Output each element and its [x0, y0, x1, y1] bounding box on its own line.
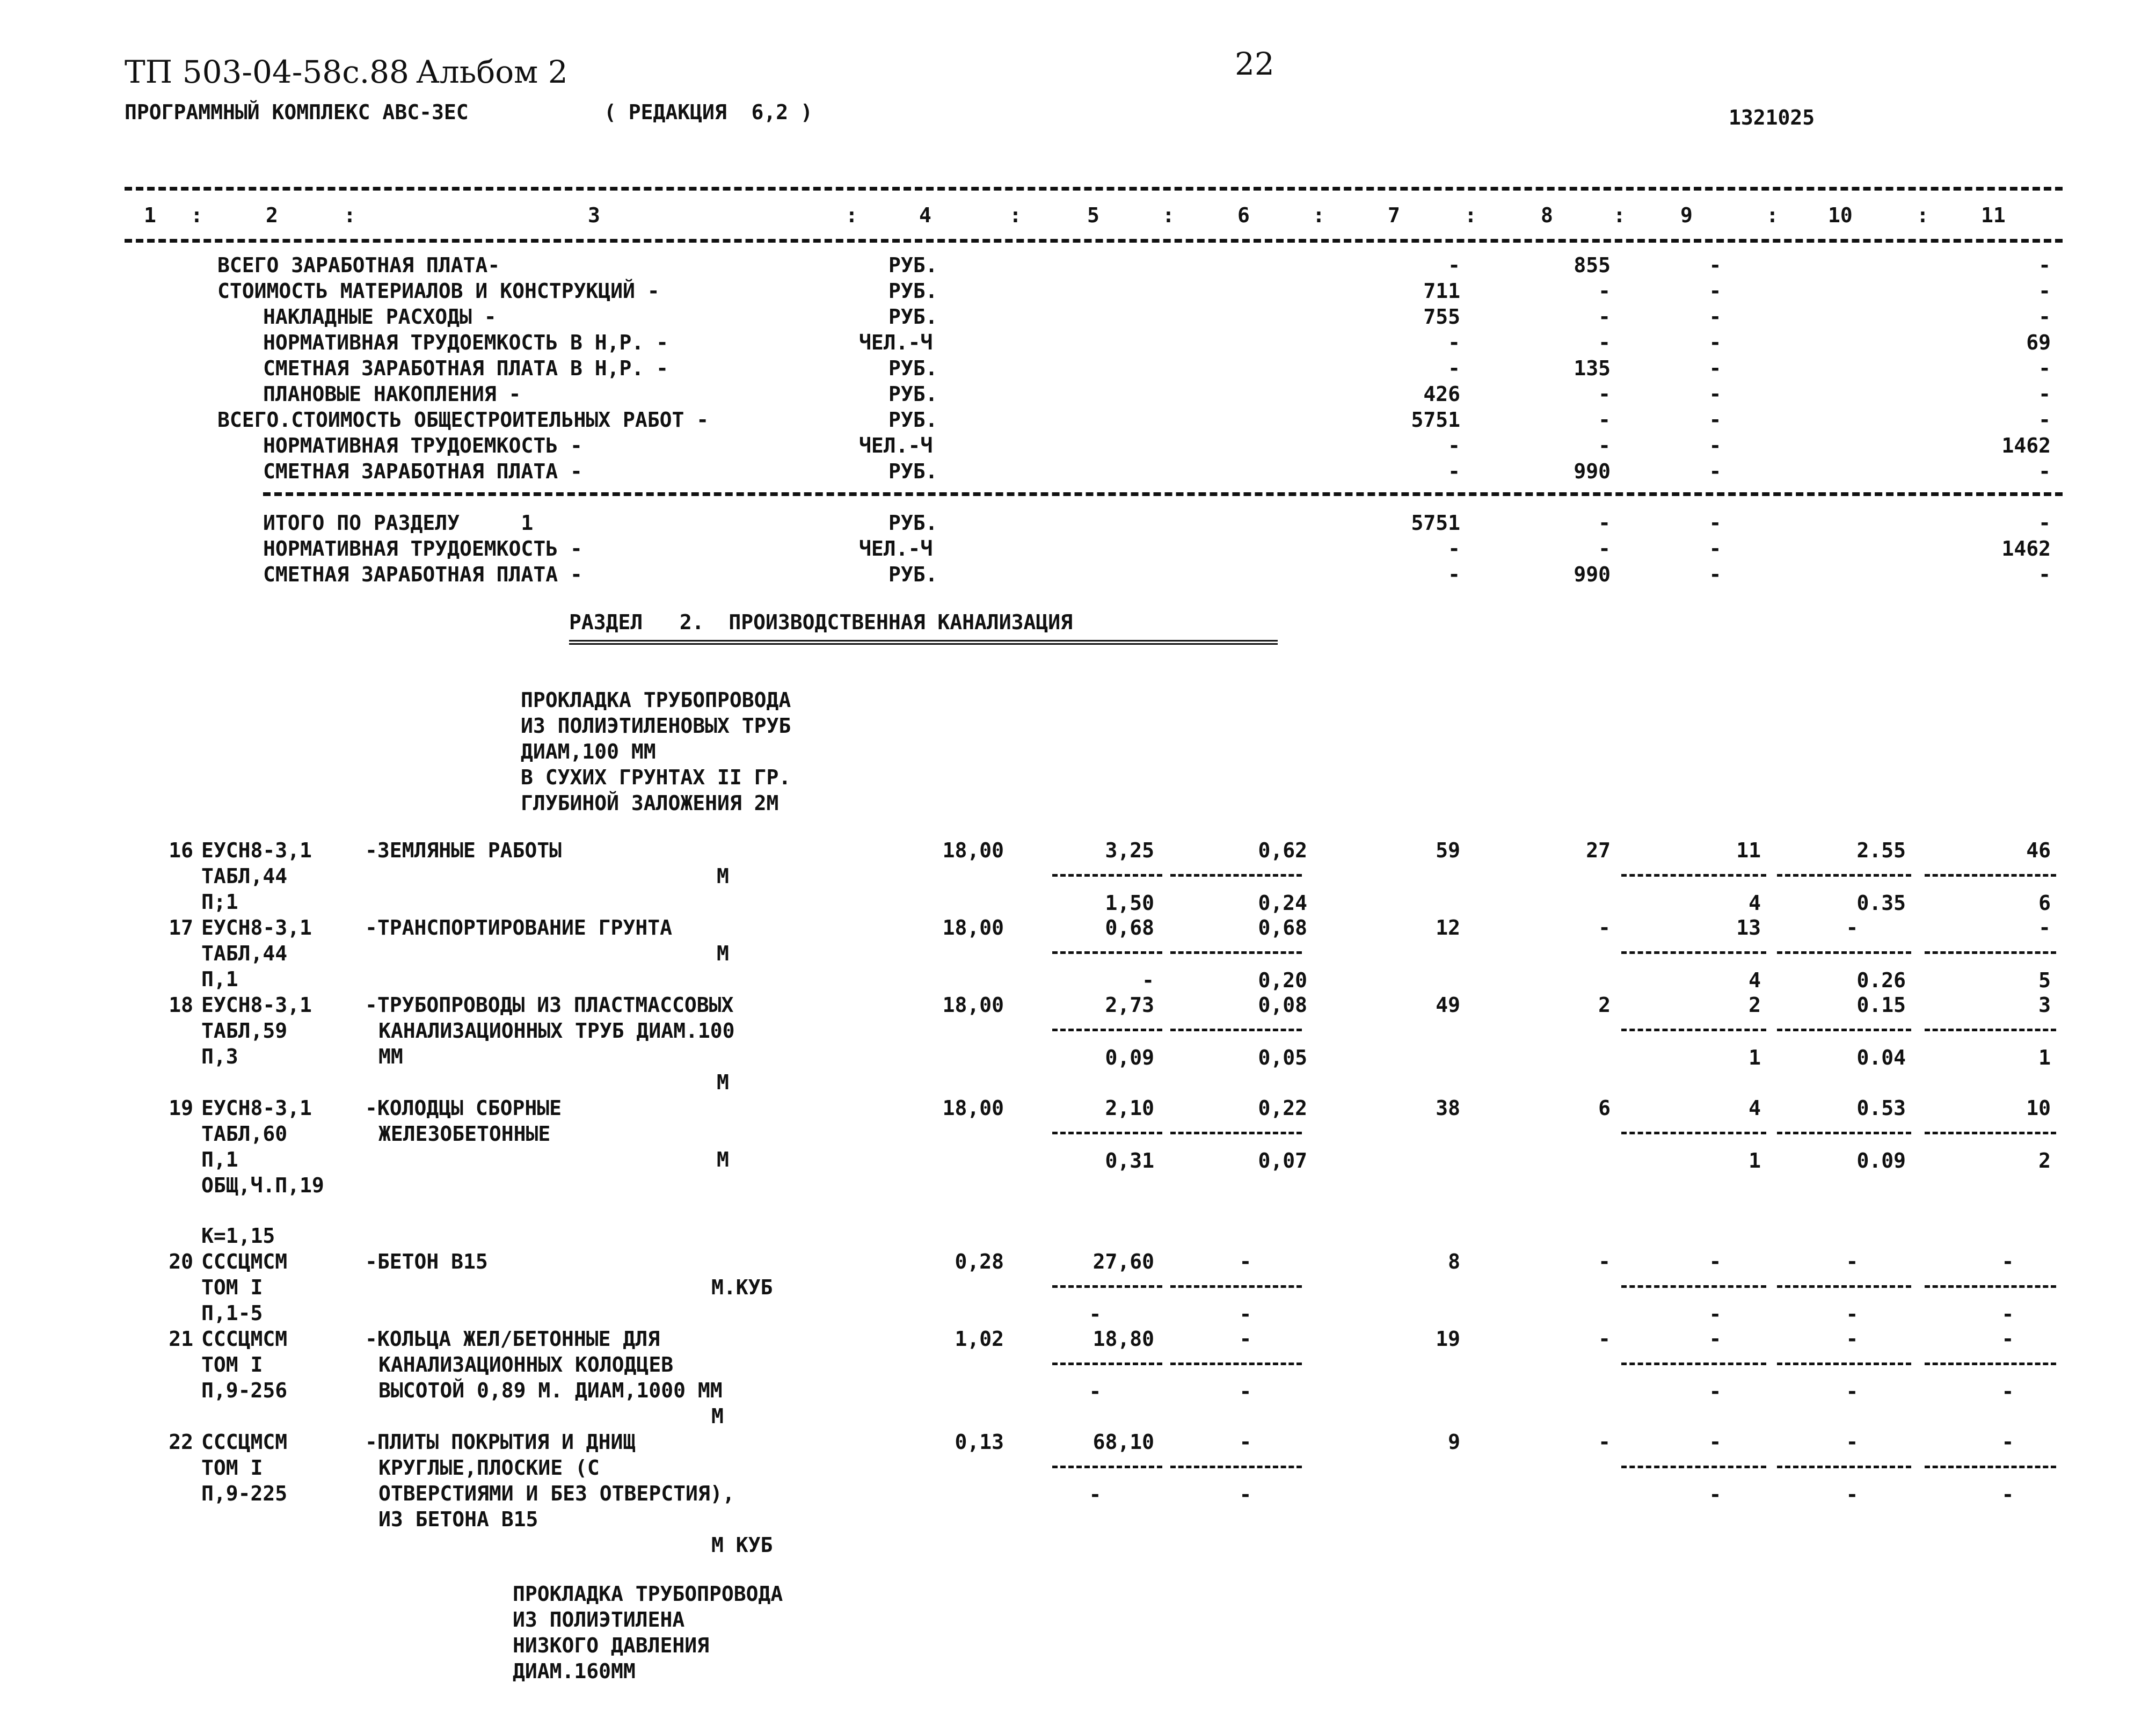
item-code: П,1-5 — [201, 1301, 263, 1325]
summary-label: ВСЕГО ЗАРАБОТНАЯ ПЛАТА- — [217, 253, 500, 277]
table-top-rule — [125, 187, 2063, 191]
col-separator: : — [1162, 203, 1175, 227]
summary-c8: - — [1598, 382, 1611, 406]
item-c10: - — [1846, 916, 1859, 939]
fraction-rule — [1777, 874, 1911, 877]
item-name: -БЕТОН В15 — [365, 1250, 488, 1273]
item-c5b: 0,09 — [1105, 1046, 1154, 1069]
item-c8: 2 — [1598, 993, 1611, 1017]
fraction-rule — [1777, 1285, 1911, 1288]
item-c5b: 1,50 — [1105, 891, 1154, 915]
total-label: ИТОГО ПО РАЗДЕЛУ 1 — [263, 511, 534, 535]
summary-c9: - — [1709, 253, 1722, 277]
fraction-rule — [1777, 951, 1911, 954]
col-num-4: 4 — [919, 203, 931, 227]
item-code: ЕУСН8-3,1 — [201, 839, 312, 862]
item-c7: 38 — [1436, 1096, 1460, 1120]
summary-c7: - — [1448, 253, 1460, 277]
heading-line: ПРОКЛАДКА ТРУБОПРОВОДА — [521, 688, 791, 712]
item-c10b: 0.09 — [1856, 1149, 1906, 1172]
item-c8: - — [1598, 916, 1611, 939]
summary-unit: РУБ. — [888, 253, 938, 277]
item-c6b: - — [1239, 1483, 1252, 1506]
total-c7: - — [1448, 537, 1460, 560]
item-c6: - — [1239, 1250, 1252, 1273]
item-c6b: 0,05 — [1258, 1046, 1307, 1069]
summary-label: СМЕТНАЯ ЗАРАБОТНАЯ ПЛАТА В Н,Р. - — [263, 356, 668, 380]
item-code: ТОМ I — [201, 1456, 263, 1480]
summary-label: ПЛАНОВЫЕ НАКОПЛЕНИЯ - — [263, 382, 521, 406]
fraction-rule — [1052, 1029, 1162, 1031]
item-c11: - — [2001, 1430, 2014, 1454]
summary-c9: - — [1709, 305, 1722, 329]
item-c11b: - — [2001, 1380, 2014, 1403]
summary-unit: РУБ. — [888, 305, 938, 329]
summary-label: НОРМАТИВНАЯ ТРУДОЕМКОСТЬ - — [263, 434, 582, 457]
item-c11: - — [2001, 1327, 2014, 1351]
item-c6: 0,08 — [1258, 993, 1307, 1017]
item-c11b: - — [2001, 1302, 2014, 1326]
item-c5: 2,73 — [1105, 993, 1154, 1017]
item-c8: 6 — [1598, 1096, 1611, 1120]
item-c10b: - — [1846, 1380, 1859, 1403]
total-label: НОРМАТИВНАЯ ТРУДОЕМКОСТЬ - — [263, 537, 582, 560]
summary-unit: РУБ. — [888, 279, 938, 303]
total-c9: - — [1709, 511, 1722, 535]
item-c9b: 1 — [1749, 1149, 1761, 1172]
fraction-rule — [1925, 1132, 2056, 1134]
item-c6: 0,68 — [1258, 916, 1307, 939]
summary-c11: - — [2038, 305, 2051, 329]
summary-unit: РУБ. — [888, 408, 938, 432]
col-separator: : — [1766, 203, 1779, 227]
table-header-rule — [125, 239, 2063, 243]
item-c6: - — [1239, 1430, 1252, 1454]
summary-c11: - — [2038, 279, 2051, 303]
total-c7: 5751 — [1411, 511, 1460, 535]
item-c7: 19 — [1436, 1327, 1460, 1351]
col-num-3: 3 — [588, 203, 600, 227]
col-separator: : — [191, 203, 203, 227]
item-c8: 27 — [1586, 839, 1611, 862]
item-c10: - — [1846, 1430, 1859, 1454]
item-c7: 8 — [1448, 1250, 1460, 1273]
item-c11: - — [2001, 1250, 2014, 1273]
item-c11b: - — [2001, 1483, 2014, 1506]
item-c10b: - — [1846, 1302, 1859, 1326]
item-code: ЕУСН8-3,1 — [201, 916, 312, 939]
item-unit: М — [717, 942, 729, 965]
summary-unit: ЧЕЛ.-Ч — [859, 434, 933, 457]
item-code: СССЦМСМ — [201, 1327, 288, 1351]
fraction-rule — [1170, 1466, 1302, 1468]
item-code: ЕУСН8-3,1 — [201, 993, 312, 1017]
summary-unit: РУБ. — [888, 382, 938, 406]
summary-c7: - — [1448, 356, 1460, 380]
item-name: ИЗ БЕТОНА В15 — [378, 1507, 538, 1531]
item-c7: 9 — [1448, 1430, 1460, 1454]
section-total-rule — [263, 492, 2063, 496]
total-c9: - — [1709, 563, 1722, 586]
item-c5: 0,68 — [1105, 916, 1154, 939]
item-c9: - — [1709, 1327, 1722, 1351]
fraction-rule — [1621, 1363, 1766, 1365]
item-c5b: - — [1089, 1483, 1102, 1506]
total-c9: - — [1709, 537, 1722, 560]
col-separator: : — [344, 203, 356, 227]
item-c10: - — [1846, 1327, 1859, 1351]
item-c7: 49 — [1436, 993, 1460, 1017]
item-c5b: - — [1142, 968, 1154, 992]
col-num-8: 8 — [1541, 203, 1553, 227]
item-c8: - — [1598, 1430, 1611, 1454]
item-code: ТАБЛ,44 — [201, 864, 288, 888]
item-c9: 13 — [1736, 916, 1761, 939]
total-c8: - — [1598, 511, 1611, 535]
item-code: СССЦМСМ — [201, 1250, 288, 1273]
item-c9: - — [1709, 1430, 1722, 1454]
fraction-rule — [1925, 1466, 2056, 1468]
fraction-rule — [1621, 1466, 1766, 1468]
item-c10: 0.53 — [1856, 1096, 1906, 1120]
fraction-rule — [1052, 1285, 1162, 1288]
item-c9b: - — [1709, 1380, 1722, 1403]
fraction-rule — [1925, 874, 2056, 877]
item-c6: 0,62 — [1258, 839, 1307, 862]
summary-c9: - — [1709, 460, 1722, 483]
item-name: -ЗЕМЛЯНЫЕ РАБОТЫ — [365, 839, 562, 862]
item-name: КАНАЛИЗАЦИОННЫХ КОЛОДЦЕВ — [378, 1353, 674, 1376]
fraction-rule — [1052, 874, 1162, 877]
item-number: 18 — [169, 993, 193, 1017]
fraction-rule — [1621, 874, 1766, 877]
summary-c8: - — [1598, 408, 1611, 432]
fraction-rule — [1170, 1363, 1302, 1365]
item-c9: - — [1709, 1250, 1722, 1273]
summary-c11: 69 — [2026, 331, 2051, 354]
heading-line: В СУХИХ ГРУНТАХ II ГР. — [521, 766, 791, 789]
item-number: 16 — [169, 839, 193, 862]
item-c11: 10 — [2026, 1096, 2051, 1120]
col-num-1: 1 — [144, 203, 156, 227]
item-c9b: 4 — [1749, 968, 1761, 992]
col-separator: : — [1465, 203, 1477, 227]
summary-c11: 1462 — [2001, 434, 2051, 457]
summary-c11: - — [2038, 356, 2051, 380]
col-num-7: 7 — [1388, 203, 1400, 227]
fraction-rule — [1621, 1029, 1766, 1031]
item-number: 19 — [169, 1096, 193, 1120]
summary-unit: РУБ. — [888, 460, 938, 483]
summary-c7: - — [1448, 331, 1460, 354]
fraction-rule — [1777, 1466, 1911, 1468]
item-unit: М — [717, 1070, 729, 1094]
heading-line: НИЗКОГО ДАВЛЕНИЯ — [513, 1634, 710, 1657]
item-qty: 0,28 — [955, 1250, 1004, 1273]
item-code: П,3 — [201, 1045, 238, 1068]
heading-line: ДИАМ,100 ММ — [521, 740, 656, 763]
item-c9: 2 — [1749, 993, 1761, 1017]
item-c10b: 0.26 — [1856, 968, 1906, 992]
item-c5: 18,80 — [1092, 1327, 1154, 1351]
fraction-rule — [1170, 1285, 1302, 1288]
fraction-rule — [1925, 951, 2056, 954]
edition-label: ( РЕДАКЦИЯ 6,2 ) — [604, 100, 813, 124]
item-name: ОТВЕРСТИЯМИ И БЕЗ ОТВЕРСТИЯ), — [378, 1482, 735, 1505]
item-unit: М КУБ — [711, 1533, 773, 1557]
item-unit: М — [717, 864, 729, 888]
item-unit: М — [717, 1148, 729, 1171]
fraction-rule — [1925, 1285, 2056, 1288]
summary-c8: 990 — [1574, 460, 1611, 483]
summary-label: НАКЛАДНЫЕ РАСХОДЫ - — [263, 305, 497, 329]
summary-c7: 755 — [1423, 305, 1460, 329]
item-number: 20 — [169, 1250, 193, 1273]
summary-c9: - — [1709, 434, 1722, 457]
total-unit: РУБ. — [888, 511, 938, 535]
item-c6: 0,22 — [1258, 1096, 1307, 1120]
item-code: П;1 — [201, 890, 238, 914]
item-name: ВЫСОТОЙ 0,89 М. ДИАМ,1000 ММ — [378, 1379, 723, 1402]
total-c7: - — [1448, 563, 1460, 586]
item-c5b: - — [1089, 1380, 1102, 1403]
fraction-rule — [1052, 951, 1162, 954]
fraction-rule — [1925, 1363, 2056, 1365]
col-separator: : — [1917, 203, 1929, 227]
fraction-rule — [1170, 1029, 1302, 1031]
total-c11: - — [2038, 563, 2051, 586]
col-num-10: 10 — [1828, 203, 1853, 227]
item-c9b: - — [1709, 1302, 1722, 1326]
item-code: П,1 — [201, 1148, 238, 1171]
summary-c9: - — [1709, 279, 1722, 303]
total-unit: ЧЕЛ.-Ч — [859, 537, 933, 560]
summary-c11: - — [2038, 460, 2051, 483]
item-name: ММ — [378, 1045, 403, 1068]
item-unit: М — [711, 1404, 724, 1428]
coefficient: К=1,15 — [201, 1224, 275, 1248]
total-label: СМЕТНАЯ ЗАРАБОТНАЯ ПЛАТА - — [263, 563, 582, 586]
item-qty: 0,13 — [955, 1430, 1004, 1454]
item-qty: 18,00 — [942, 839, 1004, 862]
summary-unit: ЧЕЛ.-Ч — [859, 331, 933, 354]
summary-label: СТОИМОСТЬ МАТЕРИАЛОВ И КОНСТРУКЦИЙ - — [217, 279, 660, 303]
summary-c11: - — [2038, 382, 2051, 406]
item-name: КРУГЛЫЕ,ПЛОСКИЕ (С — [378, 1456, 600, 1480]
item-c5: 2,10 — [1105, 1096, 1154, 1120]
summary-unit: РУБ. — [888, 356, 938, 380]
item-code: ТОМ I — [201, 1276, 263, 1299]
item-code: ЕУСН8-3,1 — [201, 1096, 312, 1120]
item-number: 17 — [169, 916, 193, 939]
item-c6b: 0,07 — [1258, 1149, 1307, 1172]
col-separator: : — [1613, 203, 1626, 227]
total-c11: 1462 — [2001, 537, 2051, 560]
item-c11b: 5 — [2038, 968, 2051, 992]
col-num-11: 11 — [1981, 203, 2006, 227]
item-name: ЖЕЛЕЗОБЕТОННЫЕ — [378, 1122, 551, 1146]
summary-c11: - — [2038, 253, 2051, 277]
item-c5: 27,60 — [1092, 1250, 1154, 1273]
heading-line: ИЗ ПОЛИЭТИЛЕНОВЫХ ТРУБ — [521, 714, 791, 738]
item-c10b: 0.35 — [1856, 891, 1906, 915]
item-c10b: 0.04 — [1856, 1046, 1906, 1069]
fraction-rule — [1621, 1132, 1766, 1134]
section-2-title: РАЗДЕЛ 2. ПРОИЗВОДСТВЕННАЯ КАНАЛИЗАЦИЯ — [569, 610, 1073, 634]
item-code: ОБЩ,Ч.П,19 — [201, 1174, 324, 1197]
item-c10: - — [1846, 1250, 1859, 1273]
item-c6b: - — [1239, 1380, 1252, 1403]
fraction-rule — [1170, 874, 1302, 877]
item-code: ТАБЛ,59 — [201, 1019, 288, 1043]
total-unit: РУБ. — [888, 563, 938, 586]
fraction-rule — [1621, 951, 1766, 954]
fraction-rule — [1052, 1132, 1162, 1134]
summary-c7: 5751 — [1411, 408, 1460, 432]
item-code: ТОМ I — [201, 1353, 263, 1376]
item-c6b: - — [1239, 1302, 1252, 1326]
summary-c7: 426 — [1423, 382, 1460, 406]
summary-c8: - — [1598, 331, 1611, 354]
col-separator: : — [1313, 203, 1325, 227]
summary-c7: - — [1448, 434, 1460, 457]
item-code: П,9-225 — [201, 1482, 288, 1505]
item-c9: 4 — [1749, 1096, 1761, 1120]
heading-line: ПРОКЛАДКА ТРУБОПРОВОДА — [513, 1582, 783, 1606]
summary-label: НОРМАТИВНАЯ ТРУДОЕМКОСТЬ В Н,Р. - — [263, 331, 668, 354]
item-c11b: 1 — [2038, 1046, 2051, 1069]
item-c6: - — [1239, 1327, 1252, 1351]
item-c5b: - — [1089, 1302, 1102, 1326]
fraction-rule — [1052, 1363, 1162, 1365]
summary-c8: - — [1598, 305, 1611, 329]
col-num-2: 2 — [266, 203, 278, 227]
item-c6b: 0,24 — [1258, 891, 1307, 915]
item-c6b: 0,20 — [1258, 968, 1307, 992]
summary-c7: - — [1448, 460, 1460, 483]
heading-line: ИЗ ПОЛИЭТИЛЕНА — [513, 1608, 685, 1631]
item-code: П,1 — [201, 967, 238, 991]
item-name: -КОЛОДЦЫ СБОРНЫЕ — [365, 1096, 562, 1120]
summary-c8: 855 — [1574, 253, 1611, 277]
item-name: -ТРУБОПРОВОДЫ ИЗ ПЛАСТМАССОВЫХ — [365, 993, 734, 1017]
summary-c9: - — [1709, 408, 1722, 432]
item-number: 22 — [169, 1430, 193, 1454]
col-num-5: 5 — [1087, 203, 1099, 227]
heading-line: ГЛУБИНОЙ ЗАЛОЖЕНИЯ 2М — [521, 791, 779, 815]
item-c9: 11 — [1736, 839, 1761, 862]
item-c7: 12 — [1436, 916, 1460, 939]
item-c9b: 1 — [1749, 1046, 1761, 1069]
item-code: ТАБЛ,60 — [201, 1122, 288, 1146]
col-num-6: 6 — [1237, 203, 1250, 227]
album-label: Альбом 2 — [416, 54, 568, 90]
total-c11: - — [2038, 511, 2051, 535]
item-c8: - — [1598, 1250, 1611, 1273]
item-number: 21 — [169, 1327, 193, 1351]
fraction-rule — [1777, 1363, 1911, 1365]
item-c5: 68,10 — [1092, 1430, 1154, 1454]
summary-label: СМЕТНАЯ ЗАРАБОТНАЯ ПЛАТА - — [263, 460, 582, 483]
item-qty: 18,00 — [942, 916, 1004, 939]
total-c8: - — [1598, 537, 1611, 560]
doc-id: 1321025 — [1729, 106, 1815, 129]
item-name: -КОЛЬЦА ЖЕЛ/БЕТОННЫЕ ДЛЯ — [365, 1327, 660, 1351]
item-code: ТАБЛ,44 — [201, 942, 288, 965]
item-qty: 18,00 — [942, 1096, 1004, 1120]
item-c5b: 0,31 — [1105, 1149, 1154, 1172]
heading-line: ДИАМ.160ММ — [513, 1659, 636, 1683]
item-c11: 46 — [2026, 839, 2051, 862]
summary-c9: - — [1709, 382, 1722, 406]
fraction-rule — [1777, 1029, 1911, 1031]
summary-c7: 711 — [1423, 279, 1460, 303]
item-c5: 3,25 — [1105, 839, 1154, 862]
item-c10b: - — [1846, 1483, 1859, 1506]
item-qty: 18,00 — [942, 993, 1004, 1017]
item-code: П,9-256 — [201, 1379, 288, 1402]
item-name: КАНАЛИЗАЦИОННЫХ ТРУБ ДИАМ.100 — [378, 1019, 735, 1043]
summary-c9: - — [1709, 356, 1722, 380]
item-unit: М.КУБ — [711, 1276, 773, 1299]
col-separator: : — [846, 203, 858, 227]
item-qty: 1,02 — [955, 1327, 1004, 1351]
item-code: СССЦМСМ — [201, 1430, 288, 1454]
summary-c8: - — [1598, 279, 1611, 303]
fraction-rule — [1170, 1132, 1302, 1134]
col-separator: : — [1009, 203, 1022, 227]
page-number: 22 — [1235, 46, 1274, 82]
fraction-rule — [1052, 1466, 1162, 1468]
doc-code: ТП 503-04-58с.88 — [125, 54, 409, 90]
item-c9b: 4 — [1749, 891, 1761, 915]
item-name: -ТРАНСПОРТИРОВАНИЕ ГРУНТА — [365, 916, 672, 939]
fraction-rule — [1777, 1132, 1911, 1134]
summary-c11: - — [2038, 408, 2051, 432]
summary-c8: - — [1598, 434, 1611, 457]
fraction-rule — [1170, 951, 1302, 954]
col-num-9: 9 — [1680, 203, 1693, 227]
item-c11b: 2 — [2038, 1149, 2051, 1172]
item-c8: - — [1598, 1327, 1611, 1351]
summary-c9: - — [1709, 331, 1722, 354]
program-title: ПРОГРАММНЫЙ КОМПЛЕКС АВС-3ЕС — [125, 100, 469, 124]
item-c10: 2.55 — [1856, 839, 1906, 862]
item-name: -ПЛИТЫ ПОКРЫТИЯ И ДНИЩ — [365, 1430, 636, 1454]
summary-c8: 135 — [1574, 356, 1611, 380]
fraction-rule — [1621, 1285, 1766, 1288]
item-c10: 0.15 — [1856, 993, 1906, 1017]
item-c11: 3 — [2038, 993, 2051, 1017]
total-c8: 990 — [1574, 563, 1611, 586]
item-c7: 59 — [1436, 839, 1460, 862]
item-c11b: 6 — [2038, 891, 2051, 915]
item-c11: - — [2038, 916, 2051, 939]
section-title-underline — [569, 640, 1278, 645]
summary-label: ВСЕГО.СТОИМОСТЬ ОБЩЕСТРОИТЕЛЬНЫХ РАБОТ - — [217, 408, 709, 432]
item-c9b: - — [1709, 1483, 1722, 1506]
fraction-rule — [1925, 1029, 2056, 1031]
